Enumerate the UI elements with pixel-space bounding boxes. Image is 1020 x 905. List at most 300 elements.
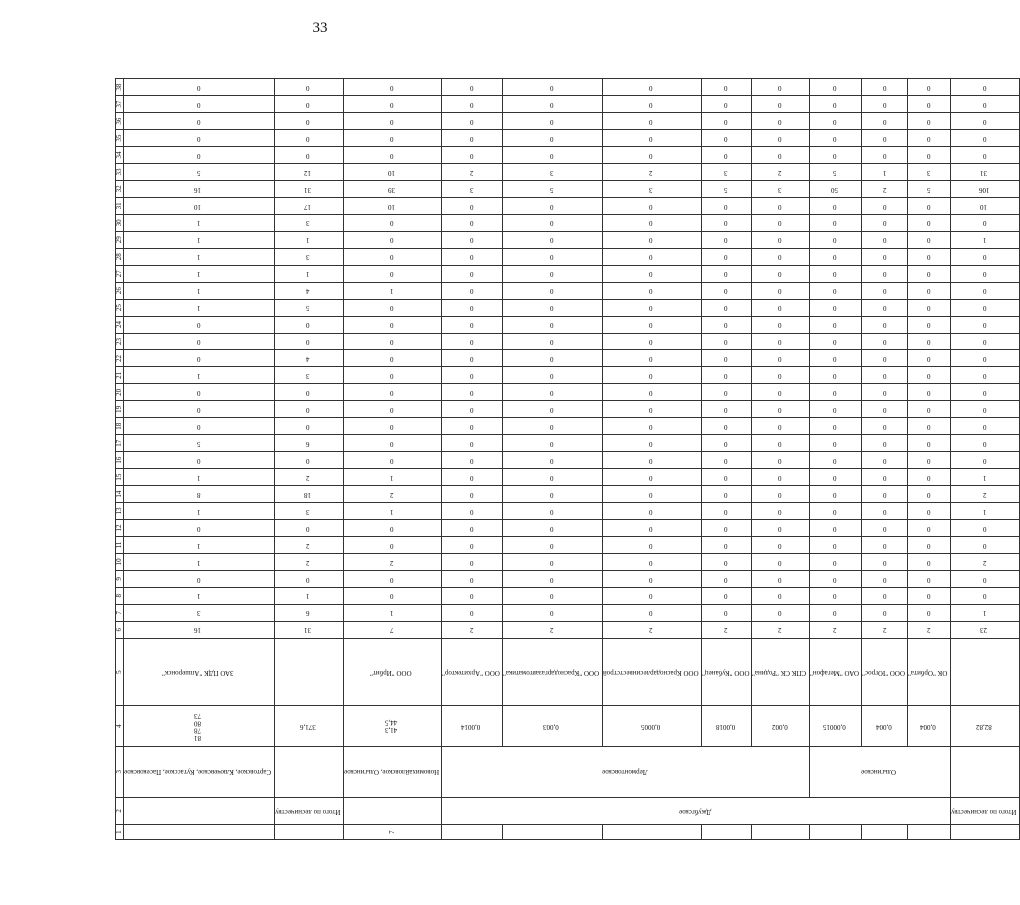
value-text: 0 [882, 253, 887, 262]
user-label: ЗАО ПДК "Апшеронск" [162, 668, 234, 677]
value-text: 0 [390, 592, 394, 601]
value-cell [503, 367, 602, 384]
value-cell [862, 197, 908, 214]
value-cell [752, 163, 809, 180]
value-cell [701, 147, 752, 164]
value-text: 0 [306, 83, 310, 92]
value-text: 0 [882, 236, 887, 245]
value-cell [602, 418, 701, 435]
value-text: 2 [390, 490, 394, 499]
value-cell [343, 553, 442, 570]
value-cell [503, 163, 602, 180]
value-text: 0 [982, 287, 987, 296]
value-cell [951, 113, 1020, 130]
value-cell [809, 553, 861, 570]
value-text: 0 [927, 117, 931, 126]
col-1-cell [602, 825, 701, 840]
value-cell [908, 248, 951, 265]
value-text: 2 [833, 626, 837, 635]
value-cell [701, 553, 752, 570]
value-text: 0 [778, 439, 782, 448]
value-text: 0 [882, 270, 887, 279]
tract-cell [274, 746, 343, 797]
value-cell [503, 130, 602, 147]
value-cell [951, 299, 1020, 316]
value-cell [274, 520, 343, 537]
value-text: 0 [469, 541, 474, 550]
value-text: 1 [982, 609, 987, 618]
value-cell [951, 367, 1020, 384]
value-cell [752, 435, 809, 452]
value-cell [343, 384, 442, 401]
area-values [920, 722, 936, 729]
value-text: 0 [550, 236, 554, 245]
value-text: 10 [980, 202, 988, 211]
value-text: 0 [982, 219, 987, 228]
value-cell [752, 231, 809, 248]
value-cell [908, 401, 951, 418]
value-cell [862, 130, 908, 147]
value-text: 0 [982, 389, 987, 398]
value-text: 0 [833, 456, 837, 465]
value-cell [809, 316, 861, 333]
value-cell [862, 570, 908, 587]
value-cell [862, 113, 908, 130]
value-cell [602, 570, 701, 587]
value-cell [124, 147, 274, 164]
value-text: 0 [649, 422, 653, 431]
value-cell [752, 316, 809, 333]
value-cell [124, 553, 274, 570]
value-text: 0 [882, 507, 887, 516]
value-cell [274, 282, 343, 299]
value-text: 0 [724, 507, 728, 516]
value-cell [124, 350, 274, 367]
col-1-cell [124, 825, 274, 840]
value-text: 0 [469, 558, 474, 567]
header-cell: 36 [116, 113, 124, 130]
value-cell [908, 113, 951, 130]
value-cell [908, 469, 951, 486]
value-text: 2 [982, 558, 987, 567]
value-text: 1 [390, 473, 394, 482]
user-cell [124, 638, 274, 706]
value-cell [862, 503, 908, 520]
value-cell [701, 299, 752, 316]
value-cell [862, 163, 908, 180]
value-text: 0 [927, 507, 931, 516]
value-text: 5 [833, 168, 837, 177]
value-text: 0 [833, 83, 837, 92]
value-cell [809, 299, 861, 316]
value-cell [274, 587, 343, 604]
value-cell [701, 469, 752, 486]
table-row [602, 79, 701, 840]
value-text: 3 [649, 185, 653, 194]
value-text: 0 [469, 151, 474, 160]
value-text: 0 [778, 338, 782, 347]
value-cell [752, 587, 809, 604]
value-text: 0 [778, 372, 782, 381]
value-cell [908, 384, 951, 401]
value-cell [343, 350, 442, 367]
value-text: 0 [306, 405, 310, 414]
value-text: 0 [927, 405, 931, 414]
value-cell [442, 536, 503, 553]
value-text: 0 [550, 541, 554, 550]
value-text: 0 [306, 151, 310, 160]
value-text: 0 [882, 405, 887, 414]
value-cell [752, 299, 809, 316]
value-text: 0 [982, 253, 987, 262]
value-text: 0 [469, 473, 474, 482]
value-cell [951, 418, 1020, 435]
value-text: 0 [882, 202, 887, 211]
value-cell [752, 621, 809, 638]
value-cell [124, 384, 274, 401]
value-cell [862, 520, 908, 537]
header-number-row [116, 79, 124, 840]
area-cell [701, 706, 752, 746]
user-cell [752, 638, 809, 706]
district-cell [951, 797, 1020, 825]
value-cell [503, 384, 602, 401]
value-text: 2 [550, 626, 554, 635]
value-cell [503, 96, 602, 113]
value-text: 0 [927, 270, 931, 279]
value-text: 0 [550, 270, 554, 279]
value-cell [951, 282, 1020, 299]
value-text: 0 [550, 100, 554, 109]
value-text: 0 [833, 355, 837, 364]
value-cell [343, 147, 442, 164]
value-cell [701, 282, 752, 299]
value-text: 0 [196, 355, 201, 364]
area-value: 0,00015 [822, 722, 846, 731]
value-cell [602, 604, 701, 621]
header-cell: 7 [116, 604, 124, 621]
value-cell [951, 621, 1020, 638]
value-text: 0 [882, 524, 887, 533]
value-cell [442, 452, 503, 469]
value-cell [752, 418, 809, 435]
header-cell: 13 [116, 503, 124, 520]
tract-cell [442, 746, 810, 797]
col-1-cell [274, 825, 343, 840]
value-cell [602, 316, 701, 333]
value-text: 0 [724, 558, 728, 567]
value-cell [701, 197, 752, 214]
user-cell [503, 638, 602, 706]
value-text: 0 [550, 575, 554, 584]
value-cell [274, 79, 343, 96]
tract-label: Ольгинское [861, 768, 897, 777]
value-text: 0 [306, 338, 310, 347]
area-cell [343, 706, 442, 746]
value-text: 2 [306, 473, 310, 482]
value-cell [701, 265, 752, 282]
value-cell [503, 604, 602, 621]
value-text: 0 [306, 389, 310, 398]
value-text: 0 [724, 355, 728, 364]
value-text: 0 [550, 117, 554, 126]
value-text: 0 [469, 439, 474, 448]
value-cell [809, 486, 861, 503]
value-cell [343, 418, 442, 435]
value-cell [602, 503, 701, 520]
area-values [300, 722, 316, 729]
value-text: 0 [982, 456, 987, 465]
value-text: 0 [833, 253, 837, 262]
value-text: 0 [882, 151, 887, 160]
value-cell [503, 180, 602, 197]
value-text: 0 [778, 456, 782, 465]
value-text: 0 [724, 117, 728, 126]
value-cell [602, 486, 701, 503]
value-text: 8 [196, 490, 201, 499]
value-text: 0 [982, 592, 987, 601]
value-text: 0 [927, 473, 931, 482]
value-text: 0 [778, 270, 782, 279]
value-text: 5 [306, 304, 310, 313]
header-cell: 34 [116, 147, 124, 164]
value-cell [602, 621, 701, 638]
value-text: 0 [196, 524, 201, 533]
value-text: 0 [724, 151, 728, 160]
value-text: 3 [306, 372, 310, 381]
value-text: 0 [724, 202, 728, 211]
value-cell [809, 180, 861, 197]
value-cell [602, 96, 701, 113]
value-cell [701, 180, 752, 197]
value-cell [343, 536, 442, 553]
value-cell [908, 316, 951, 333]
header-cell: 27 [116, 265, 124, 282]
value-cell [862, 452, 908, 469]
value-text: 0 [833, 558, 837, 567]
value-text: 2 [469, 626, 474, 635]
value-text: 0 [649, 304, 653, 313]
value-text: 0 [982, 134, 987, 143]
value-cell [701, 350, 752, 367]
value-cell [908, 452, 951, 469]
value-text: 1 [196, 592, 201, 601]
value-text: 0 [550, 592, 554, 601]
value-text: 4 [306, 355, 310, 364]
value-text: 2 [390, 558, 394, 567]
value-text: 2 [469, 168, 474, 177]
value-text: 17 [303, 202, 311, 211]
value-text: 0 [778, 389, 782, 398]
header-cell: 2 [116, 797, 124, 825]
value-cell [442, 384, 503, 401]
value-text: 0 [550, 507, 554, 516]
value-text: 0 [778, 219, 782, 228]
value-cell [809, 570, 861, 587]
value-cell [862, 401, 908, 418]
value-cell [343, 282, 442, 299]
value-cell [442, 401, 503, 418]
value-text: 2 [982, 490, 987, 499]
value-text: 2 [306, 558, 310, 567]
col-1-cell [503, 825, 602, 840]
value-text: 0 [778, 541, 782, 550]
value-text: 2 [778, 626, 782, 635]
value-cell [442, 435, 503, 452]
value-cell [343, 180, 442, 197]
table-row [908, 79, 951, 840]
table-row [862, 79, 908, 840]
value-text: 0 [724, 541, 728, 550]
value-text: 1 [196, 473, 201, 482]
value-text: 0 [778, 575, 782, 584]
value-text: 0 [927, 592, 931, 601]
value-text: 0 [982, 117, 987, 126]
value-text: 0 [833, 490, 837, 499]
value-text: 10 [194, 202, 202, 211]
value-text: 0 [550, 287, 554, 296]
header-cell: 17 [116, 435, 124, 452]
header-cell: 30 [116, 214, 124, 231]
value-cell [602, 299, 701, 316]
value-cell [442, 486, 503, 503]
value-text: 4 [306, 287, 310, 296]
value-cell [442, 130, 503, 147]
value-cell [442, 282, 503, 299]
value-cell [124, 469, 274, 486]
table-row [503, 79, 602, 840]
value-text: 0 [833, 541, 837, 550]
value-cell [862, 180, 908, 197]
value-cell [442, 197, 503, 214]
value-cell [602, 163, 701, 180]
value-cell [274, 486, 343, 503]
value-cell [503, 553, 602, 570]
value-text: 3 [927, 168, 931, 177]
value-text: 0 [982, 100, 987, 109]
user-cell [908, 638, 951, 706]
value-text: 0 [390, 270, 394, 279]
value-text: 0 [927, 355, 931, 364]
value-cell [701, 503, 752, 520]
value-cell [908, 265, 951, 282]
value-text: 0 [724, 100, 728, 109]
value-cell [274, 231, 343, 248]
value-cell [862, 96, 908, 113]
value-cell [503, 197, 602, 214]
header-cell: 9 [116, 570, 124, 587]
value-text: 0 [778, 355, 782, 364]
value-text: 0 [882, 473, 887, 482]
value-cell [274, 418, 343, 435]
header-cell: 19 [116, 401, 124, 418]
value-cell [274, 130, 343, 147]
value-text: 1 [390, 609, 394, 618]
value-cell [752, 333, 809, 350]
value-cell [908, 621, 951, 638]
value-cell [274, 452, 343, 469]
value-cell [752, 350, 809, 367]
value-text: 0 [724, 592, 728, 601]
value-text: 0 [390, 524, 394, 533]
value-text: 0 [390, 372, 394, 381]
value-cell [343, 113, 442, 130]
value-text: 0 [778, 507, 782, 516]
value-text: 6 [306, 439, 310, 448]
value-text: 0 [778, 304, 782, 313]
value-cell [809, 130, 861, 147]
value-cell [951, 316, 1020, 333]
user-label: СПК СК "Родина" [752, 668, 807, 677]
value-cell [503, 248, 602, 265]
value-text: 0 [882, 304, 887, 313]
value-cell [442, 621, 503, 638]
value-cell [343, 265, 442, 282]
value-text: 0 [982, 355, 987, 364]
value-text: 0 [390, 389, 394, 398]
value-cell [809, 367, 861, 384]
value-text: 0 [649, 100, 653, 109]
value-cell [124, 604, 274, 621]
value-cell [951, 570, 1020, 587]
value-text: 50 [830, 185, 838, 194]
value-text: 0 [927, 490, 931, 499]
value-cell [124, 486, 274, 503]
value-cell [809, 248, 861, 265]
value-text: 0 [882, 321, 887, 330]
value-cell [602, 350, 701, 367]
value-cell [701, 570, 752, 587]
value-text: 0 [778, 405, 782, 414]
value-cell [124, 248, 274, 265]
table-body [116, 79, 1020, 840]
value-text: 0 [550, 355, 554, 364]
value-text: 1 [982, 473, 987, 482]
value-cell [908, 536, 951, 553]
value-text: 0 [550, 219, 554, 228]
user-label: ООО "Югрос" [862, 668, 906, 677]
value-cell [701, 367, 752, 384]
value-cell [908, 163, 951, 180]
value-cell [809, 520, 861, 537]
value-cell [602, 282, 701, 299]
value-text: 0 [196, 456, 201, 465]
value-cell [343, 401, 442, 418]
value-text: 0 [469, 253, 474, 262]
value-text: 0 [833, 405, 837, 414]
user-label: ООО "Краснодаргазавтоматика" [503, 668, 600, 677]
value-text: 0 [390, 541, 394, 550]
value-cell [602, 333, 701, 350]
value-cell [752, 401, 809, 418]
value-text: 0 [306, 321, 310, 330]
table-row [124, 79, 274, 840]
value-cell [908, 570, 951, 587]
value-text: 0 [550, 456, 554, 465]
value-text: 0 [649, 456, 653, 465]
value-text: 18 [303, 490, 311, 499]
value-cell [503, 316, 602, 333]
value-cell [752, 503, 809, 520]
value-cell [343, 79, 442, 96]
value-cell [503, 503, 602, 520]
area-value: 44,5 [384, 719, 398, 728]
value-cell [701, 452, 752, 469]
value-cell [442, 180, 503, 197]
value-cell [124, 367, 274, 384]
value-text: 0 [833, 524, 837, 533]
value-text: 0 [550, 439, 554, 448]
